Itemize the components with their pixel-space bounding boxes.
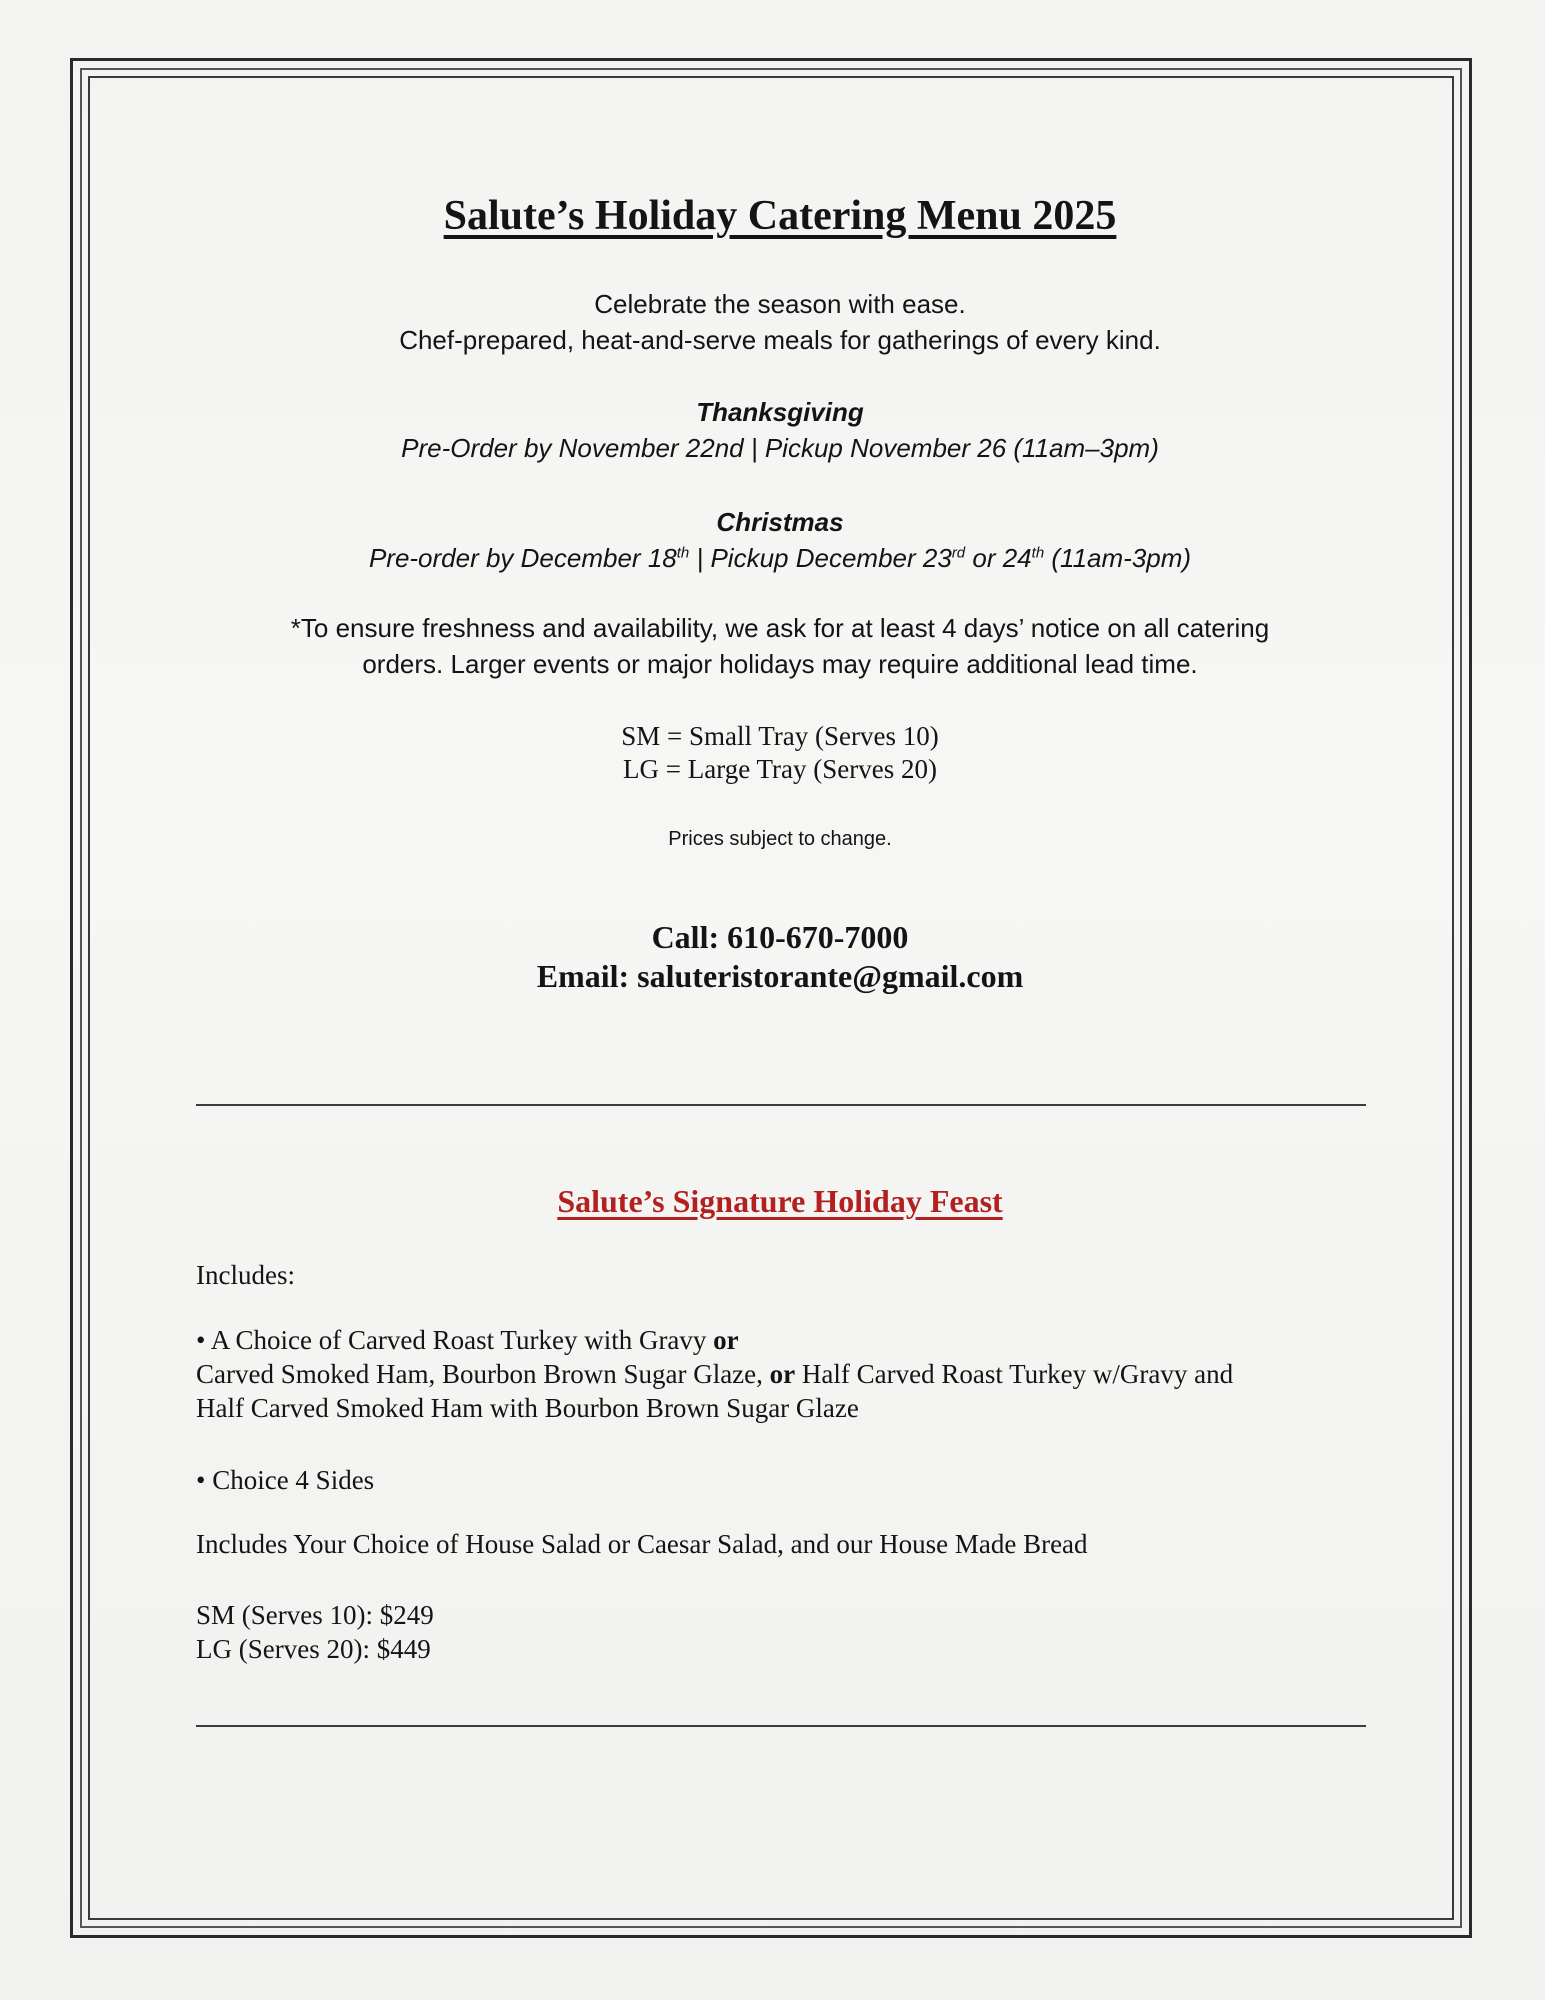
contact-block xyxy=(160,918,1400,996)
feast-price-small: SM (Serves 10): $249 xyxy=(196,1600,434,1630)
christmas-sup-2: rd xyxy=(951,544,966,562)
thanksgiving-section xyxy=(160,394,1400,466)
christmas-detail-part-4: (11am-3pm) xyxy=(1044,543,1192,573)
tray-small: SM = Small Tray (Serves 10) xyxy=(621,721,939,751)
feast-entree-options xyxy=(196,1323,1376,1425)
feast-sides: • Choice 4 Sides xyxy=(196,1465,375,1495)
feast-price-large: LG (Serves 20): $449 xyxy=(196,1634,431,1664)
divider-bottom xyxy=(196,1725,1366,1727)
thanksgiving-detail: Pre-Order by November 22nd | Pickup November 26 (11am–3pm) xyxy=(401,433,1159,463)
feast-includes-label: Includes: xyxy=(196,1260,295,1290)
entree-option-text-2: Carved Smoked Ham, Bourbon Brown Sugar Glaze, xyxy=(196,1359,770,1389)
tray-large: LG = Large Tray (Serves 20) xyxy=(623,754,937,784)
prices-note: Prices subject to change. xyxy=(668,828,892,850)
tagline xyxy=(160,286,1400,358)
feast-salad-bread: Includes Your Choice of House Salad or Caesar Salad, and our House Made Bread xyxy=(196,1529,1088,1559)
phone-number: Call: 610-670-7000 xyxy=(651,919,909,955)
christmas-sup-3: th xyxy=(1031,544,1045,562)
entree-option-line-2 xyxy=(196,1357,1376,1391)
christmas-heading: Christmas xyxy=(716,507,844,537)
or-word-1: or xyxy=(713,1325,739,1355)
notice-line-1: *To ensure freshness and availability, we ask for at least 4 days’ notice on all catering xyxy=(290,613,1270,643)
or-word-2: or xyxy=(769,1359,796,1389)
notice-line-2: orders. Larger events or major holidays may require additional lead time. xyxy=(362,649,1198,679)
tray-sizes xyxy=(160,720,1400,786)
divider-top xyxy=(196,1104,1366,1106)
menu-title: Salute’s Holiday Catering Menu 2025 xyxy=(443,193,1117,239)
thanksgiving-heading: Thanksgiving xyxy=(696,397,864,427)
tagline-line-1: Celebrate the season with ease. xyxy=(594,289,966,319)
christmas-detail-part-1: Pre-order by December 18 xyxy=(368,543,677,573)
entree-option-line-3: Half Carved Smoked Ham with Bourbon Brown Sugar Glaze xyxy=(196,1393,859,1423)
entree-option-text-1: • A Choice of Carved Roast Turkey with Gravy xyxy=(196,1325,714,1355)
entree-option-text-2b: Half Carved Roast Turkey w/Gravy and xyxy=(795,1359,1234,1389)
notice xyxy=(220,610,1340,682)
email-address: Email: saluteristorante@gmail.com xyxy=(536,958,1024,994)
entree-option-line-1 xyxy=(196,1323,1376,1357)
christmas-detail-part-3: or 24 xyxy=(965,543,1032,573)
christmas-detail xyxy=(160,540,1400,576)
tagline-line-2: Chef-prepared, heat-and-serve meals for gatherings of every kind. xyxy=(399,325,1161,355)
feast-title: Salute’s Signature Holiday Feast xyxy=(557,1183,1003,1219)
christmas-sup-1: th xyxy=(676,544,690,562)
christmas-section xyxy=(160,504,1400,576)
christmas-detail-part-2: | Pickup December 23 xyxy=(689,543,952,573)
